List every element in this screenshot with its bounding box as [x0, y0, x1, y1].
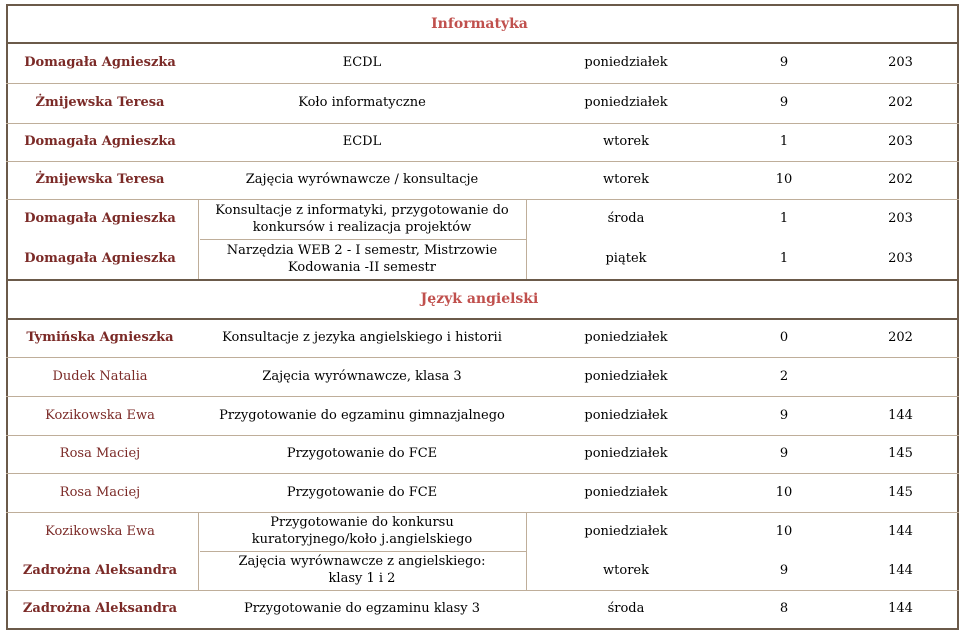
- room-cell: 203: [888, 211, 913, 227]
- subject-cell: Zajęcia wyrównawcze / konsultacje: [245, 172, 479, 188]
- day-cell: poniedziałek: [584, 368, 668, 384]
- room-cell: 202: [888, 172, 913, 188]
- teacher-cell: Zadrożna Aleksandra: [22, 562, 178, 578]
- teacher-cell: Rosa Maciej: [59, 446, 141, 462]
- subject-cell: Przygotowanie do konkursu kuratoryjnego/koło j.angielskiego: [251, 515, 473, 547]
- teacher-cell: Domagała Agnieszka: [24, 134, 176, 150]
- room-cell: [842, 358, 959, 396]
- day-cell: poniedziałek: [584, 484, 668, 500]
- subject-cell: Konsultacje z jezyka angielskiego i historii: [222, 330, 502, 346]
- subject-cell: Przygotowanie do egzaminu klasy 3: [243, 601, 481, 617]
- room-cell: 145: [888, 446, 913, 462]
- hour-cell: 9: [779, 407, 789, 423]
- teacher-cell: Kozikowska Ewa: [45, 523, 155, 539]
- teacher-cell: Dudek Natalia: [52, 368, 148, 384]
- teacher-cell: Domagała Agnieszka: [24, 211, 176, 227]
- day-cell: poniedziałek: [584, 95, 668, 111]
- room-cell: 203: [888, 134, 913, 150]
- hour-cell: 1: [779, 211, 789, 227]
- teacher-cell: Tymińska Agnieszka: [26, 330, 174, 346]
- day-cell: poniedziałek: [584, 55, 668, 71]
- day-cell: wtorek: [603, 562, 649, 578]
- room-cell: 203: [888, 251, 913, 267]
- teacher-cell: Domagała Agnieszka: [24, 55, 176, 71]
- day-cell: piątek: [605, 251, 647, 267]
- day-cell: poniedziałek: [584, 446, 668, 462]
- hour-cell: 9: [779, 95, 789, 111]
- hour-cell: 10: [775, 523, 793, 539]
- teacher-cell: Domagała Agnieszka: [24, 251, 176, 267]
- hour-cell: 0: [779, 330, 789, 346]
- day-cell: wtorek: [603, 172, 649, 188]
- hour-cell: 10: [775, 484, 793, 500]
- hour-cell: 1: [779, 134, 789, 150]
- room-cell: 145: [888, 484, 913, 500]
- section-divider: [6, 279, 959, 281]
- teacher-cell: Żmijewska Teresa: [35, 95, 165, 111]
- subject-cell: Konsultacje z informatyki, przygotowanie do konkursów i realizacja projektów: [215, 202, 509, 235]
- room-cell: 144: [888, 562, 913, 578]
- hour-cell: 9: [779, 55, 789, 71]
- table-border-top: [6, 4, 959, 6]
- day-cell: poniedziałek: [584, 523, 668, 539]
- room-cell: 203: [888, 55, 913, 71]
- subject-cell: ECDL: [342, 134, 382, 150]
- subject-cell: Zajęcia wyrównawcze, klasa 3: [262, 368, 462, 384]
- section-title-jezyk-angielski: Język angielski: [420, 291, 539, 307]
- section-title-informatyka: Informatyka: [431, 16, 528, 32]
- hour-cell: 10: [775, 172, 793, 188]
- day-cell: środa: [607, 211, 645, 227]
- day-cell: poniedziałek: [584, 407, 668, 423]
- hour-cell: 2: [779, 368, 789, 384]
- day-cell: poniedziałek: [584, 330, 668, 346]
- teacher-cell: Rosa Maciej: [59, 484, 141, 500]
- hour-cell: 1: [779, 251, 789, 267]
- room-cell: 144: [888, 523, 913, 539]
- teacher-cell: Żmijewska Teresa: [35, 172, 165, 188]
- day-cell: wtorek: [603, 134, 649, 150]
- hour-cell: 9: [779, 562, 789, 578]
- room-cell: 144: [888, 601, 913, 617]
- hour-cell: 8: [779, 601, 789, 617]
- room-cell: 202: [888, 95, 913, 111]
- subject-cell: Przygotowanie do FCE: [286, 484, 438, 500]
- subject-cell: Przygotowanie do egzaminu gimnazjalnego: [219, 407, 505, 423]
- subject-cell: Zajęcia wyrównawcze z angielskiego: klasy 1 i 2: [238, 554, 486, 586]
- subject-cell: Przygotowanie do FCE: [286, 446, 438, 462]
- subject-cell: ECDL: [342, 55, 382, 71]
- teacher-cell: Zadrożna Aleksandra: [22, 601, 178, 617]
- room-cell: 202: [888, 330, 913, 346]
- subject-cell: Koło informatyczne: [298, 95, 426, 111]
- day-cell: środa: [607, 601, 645, 617]
- subject-cell: Narzędzia WEB 2 - I semestr, Mistrzowie Kodowania -II semestr: [226, 242, 498, 275]
- hour-cell: 9: [779, 446, 789, 462]
- teacher-cell: Kozikowska Ewa: [45, 407, 155, 423]
- room-cell: 144: [888, 407, 913, 423]
